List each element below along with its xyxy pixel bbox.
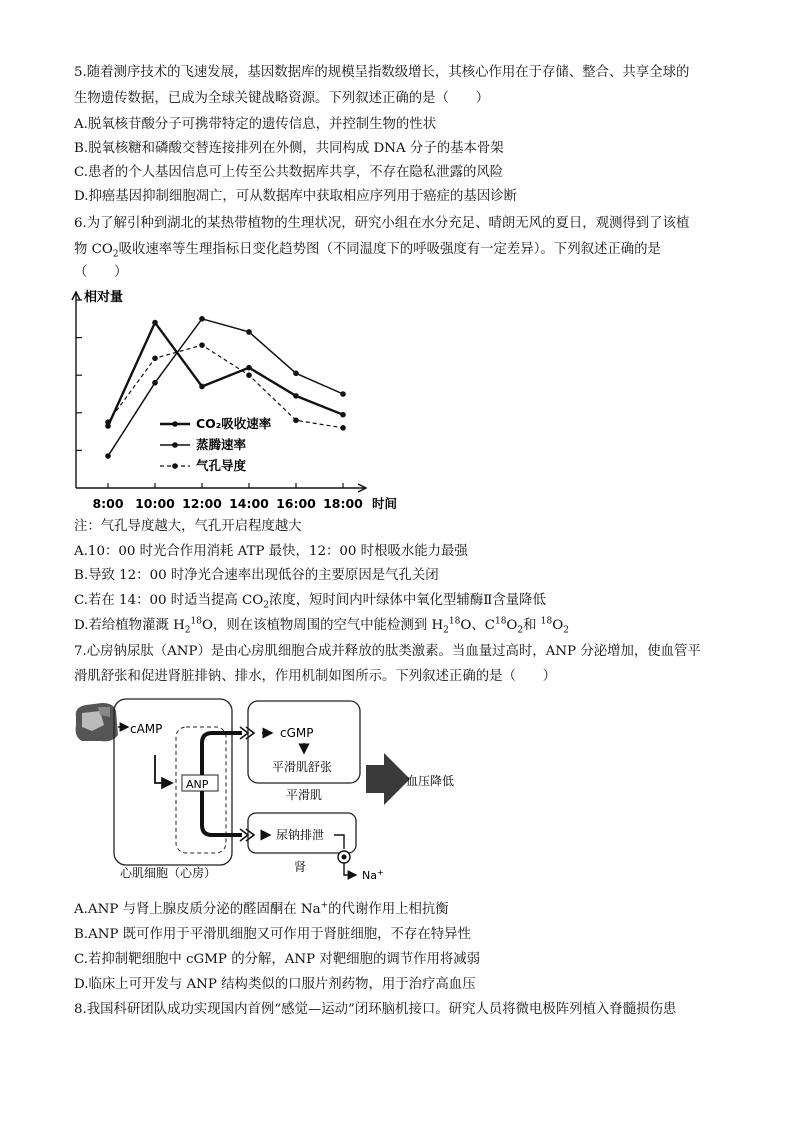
q5-option-c: C.患者的个人基因信息可上传至公共数据库共享，不存在隐私泄露的风险 [74, 165, 504, 180]
q6-stem-line3: （ ） [74, 265, 128, 280]
q5-stem-line2: 生物遗传数据，已成为全球关键战略资源。下列叙述正确的是（ ） [74, 91, 490, 106]
smooth-muscle-label: 平滑肌 [286, 788, 323, 802]
q5-stem-line1: 5.随着测序技术的飞速发展，基因数据库的规模呈指数级增长，其核心作用在于存储、整合、共享全球的 [74, 65, 690, 80]
x-tick-label: 16:00 [276, 496, 316, 511]
q7-stem-line1: 7.心房钠尿肽（ANP）是由心房肌细胞合成并释放的肽类激素。当血量过高时，ANP 分泌增加，使血管平 [74, 644, 701, 659]
data-point [293, 418, 299, 424]
q5-option-a: A.脱氧核苷酸分子可携带特定的遗传信息，并控制生物的性状 [74, 117, 437, 132]
q6-stem-line2: 物 $CO_2$吸收速率等生理指标日变化趋势图（不同温度下的呼吸强度有一定差异）。下列叙述正确的是 [74, 242, 661, 260]
q8-stem-line1: 8.我国科研团队成功实现国内首例“感觉—运动”闭环脑机接口。研究人员将微电极阵列植入脊髓损伤患 [74, 1002, 677, 1017]
data-point [199, 316, 205, 322]
x-tick-label: 18:00 [323, 496, 363, 511]
heart-icon [76, 703, 118, 741]
q5-option-b: B.脱氧核糖和磷酸交替连接排列在外侧，共同构成 DNA 分子的基本骨架 [74, 141, 504, 156]
legend-marker [172, 442, 178, 448]
data-point [340, 425, 346, 431]
q5-option-d: D.抑癌基因抑制细胞凋亡，可从数据库中获取相应序列用于癌症的基因诊断 [74, 189, 518, 204]
q7-option-b: B.ANP 既可作用于平滑肌细胞又可作用于肾脏细胞，不存在特异性 [74, 927, 471, 942]
data-point [246, 329, 252, 335]
data-point [246, 365, 252, 371]
anp-to-smooth-muscle-arrow [202, 733, 242, 775]
natriuresis-label: 尿钠排泄 [276, 828, 325, 842]
data-point [105, 453, 111, 459]
q6-option-d: D.若给植物灌溉 $H_2^{18}O$，则在该植物周围的空气中能检测到 $H_2^{18}O$、$C^{18}O_2$和 $^{18}O_2$ [74, 616, 569, 636]
camp-to-anp-arrow [155, 755, 172, 783]
kidney-label: 肾 [294, 860, 307, 874]
anp-to-kidney-arrow [202, 791, 242, 835]
x-tick-label: 14:00 [229, 496, 269, 511]
data-point [293, 371, 299, 377]
cgmp-label: cGMP [280, 726, 314, 740]
x-tick-label: 8:00 [92, 496, 124, 511]
cardiomyocyte-label: 心肌细胞（心房） [120, 866, 217, 880]
na-ion-label: Na+ [362, 868, 384, 882]
channel-icon [338, 851, 350, 863]
q6-note: 注：气孔导度越大，气孔开启程度越大 [74, 519, 302, 534]
q6-option-b: B.导致 12：00 时净光合速率出现低谷的主要原因是气孔关闭 [74, 568, 439, 583]
q7-option-a: A.ANP 与肾上腺皮质分泌的醛固酮在 Na+的代谢作用上相抗衡 [74, 900, 449, 917]
data-point [340, 412, 346, 418]
data-point [199, 384, 205, 390]
relax-label: 平滑肌舒张 [272, 760, 333, 774]
receptor-icon-bottom [240, 829, 254, 841]
bp-down-label: 血压降低 [406, 774, 455, 788]
x-axis-label: 时间 [372, 496, 398, 511]
data-point [152, 355, 158, 361]
data-point [152, 380, 158, 386]
data-point [199, 342, 205, 348]
q6-option-a: A.10：00 时光合作用消耗 ATP 最快，12：00 时根吸水能力最强 [74, 544, 468, 559]
q7-option-d: D.临床上可开发与 ANP 结构类似的口服片剂药物，用于治疗高血压 [74, 977, 476, 992]
chart-legend [160, 416, 272, 473]
anp-label: ANP [186, 778, 209, 791]
data-point [293, 393, 299, 399]
legend-label-1: CO₂吸收速率 [196, 416, 272, 431]
camp-label: cAMP [130, 722, 163, 736]
data-point [152, 320, 158, 326]
q6-option-c: C.若在 14：00 时适当提高 $CO_2$浓度，短时间内叶绿体中氧化型辅酶Ⅱ含量降低 [74, 593, 546, 611]
na-out-arrow [344, 863, 356, 875]
legend-label-2: 蒸腾速率 [196, 437, 247, 452]
q6-stem-line1: 6.为了解引种到湖北的某热带植物的生理状况，研究小组在水分充足、晴朗无风的夏日，观测得到了该植 [74, 216, 690, 231]
x-tick-label: 12:00 [182, 496, 222, 511]
x-tick-label: 10:00 [135, 496, 175, 511]
q6-line-chart [66, 282, 406, 514]
y-axis-label: 相对量 [84, 290, 124, 305]
q7-stem-line2: 滑肌舒张和促进肾脏排钠、排水，作用机制如图所示。下列叙述正确的是（ ） [74, 669, 557, 684]
legend-label-3: 气孔导度 [196, 458, 247, 473]
receptor-icon-top [240, 727, 254, 739]
data-point [340, 391, 346, 397]
legend-marker [172, 463, 178, 469]
natriuresis-to-channel-line [334, 835, 344, 849]
data-point [246, 372, 252, 378]
data-point [105, 419, 111, 425]
big-arrow-icon [366, 753, 410, 805]
anp-mechanism-diagram [72, 695, 492, 895]
series-line-2 [108, 319, 343, 456]
legend-marker [172, 421, 178, 427]
q7-option-c: C.若抑制靶细胞中 cGMP 的分解，ANP 对靶细胞的调节作用将减弱 [74, 952, 481, 967]
